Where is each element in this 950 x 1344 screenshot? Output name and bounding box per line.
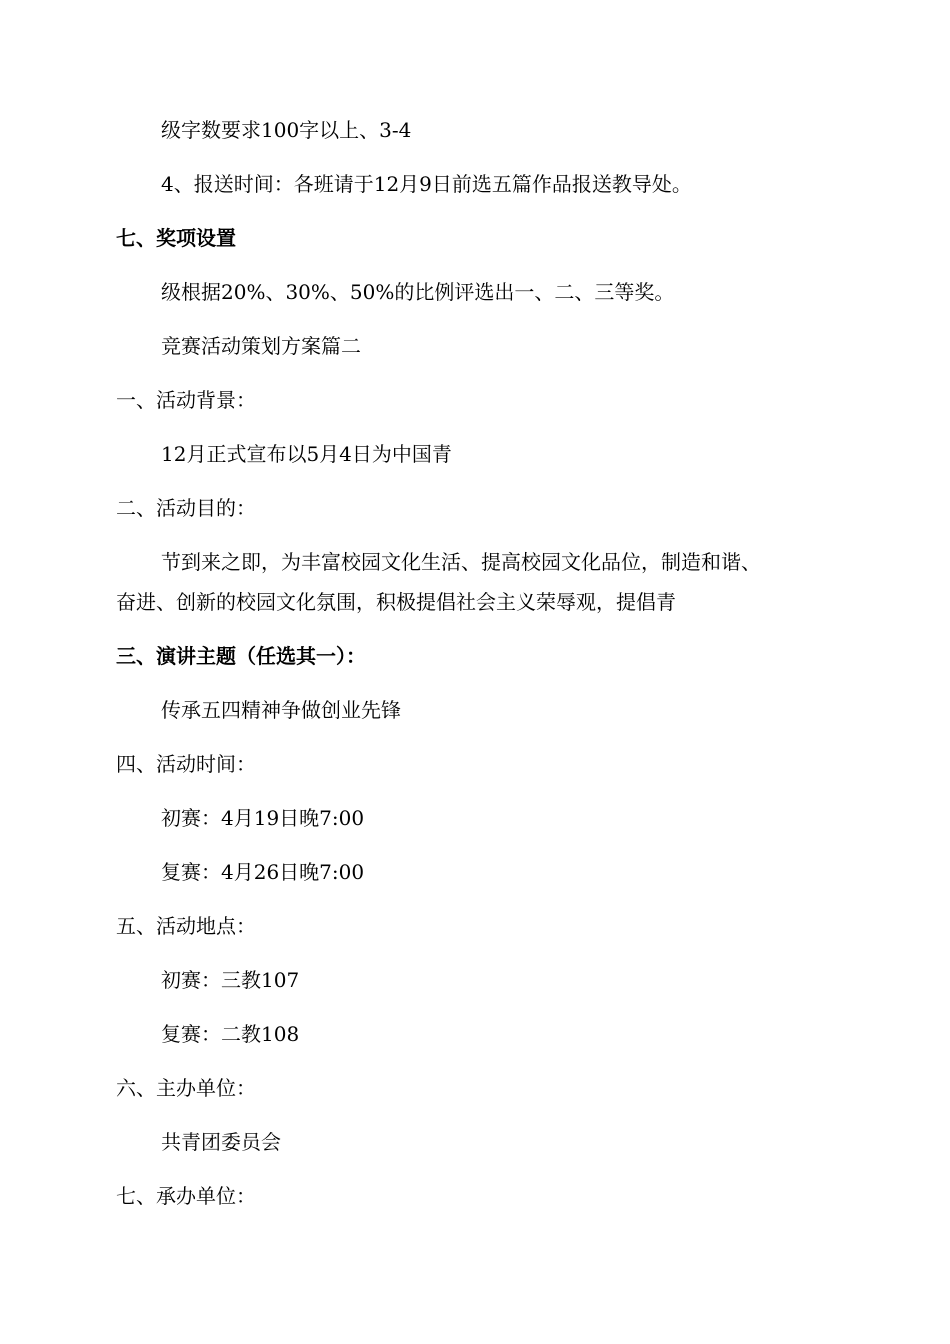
section-heading: 三、演讲主题（任选其一）： bbox=[116, 644, 366, 668]
section-heading: 五、活动地点： bbox=[116, 914, 256, 938]
text-line: 复赛：二教108 bbox=[161, 1022, 300, 1046]
text-line: 级字数要求100字以上、3-4 bbox=[161, 118, 412, 142]
section-heading: 二、活动目的： bbox=[116, 496, 256, 520]
section-heading: 六、主办单位： bbox=[116, 1076, 256, 1100]
section-heading: 七、奖项设置 bbox=[116, 226, 236, 250]
text-line: 4、报送时间：各班请于12月9日前选五篇作品报送教导处。 bbox=[161, 172, 692, 196]
text-line: 初赛：4月19日晚7:00 bbox=[161, 806, 365, 830]
text-line: 12月正式宣布以5月4日为中国青 bbox=[161, 442, 452, 466]
text-line: 共青团委员会 bbox=[161, 1130, 281, 1154]
text-line: 奋进、创新的校园文化氛围，积极提倡社会主义荣辱观，提倡青 bbox=[116, 590, 676, 614]
section-heading: 四、活动时间： bbox=[116, 752, 256, 776]
text-line: 初赛：三教107 bbox=[161, 968, 300, 992]
text-line: 传承五四精神争做创业先锋 bbox=[161, 698, 401, 722]
text-line: 复赛：4月26日晚7:00 bbox=[161, 860, 365, 884]
section-heading: 一、活动背景： bbox=[116, 388, 256, 412]
text-line: 级根据20%、30%、50%的比例评选出一、二、三等奖。 bbox=[161, 280, 675, 304]
document-subtitle: 竞赛活动策划方案篇二 bbox=[161, 334, 361, 358]
section-heading: 七、承办单位： bbox=[116, 1184, 256, 1208]
text-line: 节到来之即，为丰富校园文化生活、提高校园文化品位，制造和谐、 bbox=[161, 550, 761, 574]
